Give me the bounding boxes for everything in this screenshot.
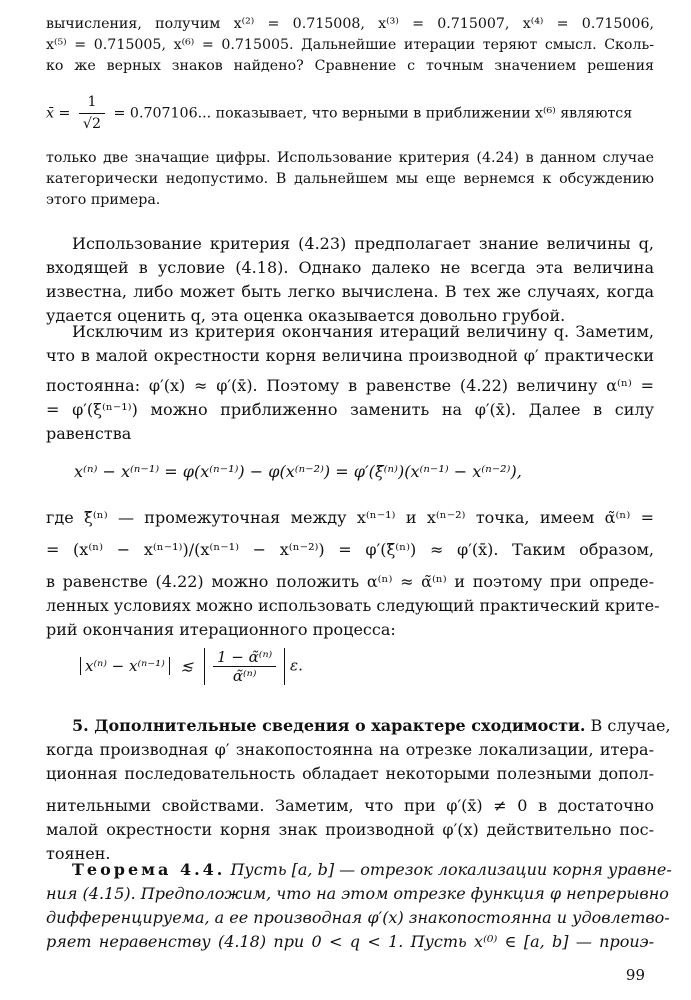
text-line: что в малой окрестности корня величина производной φ′ практически: [46, 346, 654, 365]
section-heading: 5. Дополнительные сведения о характере сходимости.: [72, 716, 586, 735]
text-line: ния (4.15). Предположим, что на этом отрезке функция φ непрерывно: [46, 884, 669, 903]
text-line: дифференцируема, а ее производная φ′(x) знакопостоянна и удовлетво-: [46, 908, 670, 927]
text-line: Исключим из критерия окончания итераций величину q. Заметим,: [72, 322, 654, 341]
example-paragraph: [46, 14, 654, 77]
section-5: [46, 714, 671, 786]
text-line: в равенстве (4.22) можно положить α⁽ⁿ⁾ ≈ α̃⁽ⁿ⁾ и поэтому при опреде-: [46, 572, 654, 591]
page-number: 99: [625, 966, 645, 984]
section-first-line: [46, 714, 671, 738]
exact-rest: = 0.707106... показывает, что верными в приближении x⁽⁶⁾ являются: [113, 105, 633, 122]
text-line: этого примера.: [46, 192, 161, 208]
formula-difference: x⁽ⁿ⁾ − x⁽ⁿ⁻¹⁾ = φ(x⁽ⁿ⁻¹⁾) − φ(x⁽ⁿ⁻²⁾) = φ′(ξ̃⁽ⁿ⁾)(x⁽ⁿ⁻¹⁾ − x⁽ⁿ⁻²⁾),: [74, 462, 522, 481]
theorem-first-line: [46, 858, 672, 882]
paragraph-where: [46, 506, 654, 530]
formula-stopping-criterion: [80, 648, 303, 685]
text-line: вычисления, получим x⁽²⁾ = 0.715008, x⁽³⁾ = 0.715007, x⁽⁴⁾ = 0.715006,: [46, 16, 654, 32]
paragraph-q: [46, 232, 654, 328]
paragraph-exclude: [46, 320, 654, 368]
theorem-first-rest: Пусть [a, b] — отрезок локализации корня уравне-: [230, 860, 672, 879]
fraction-numerator: 1 − α̃⁽ⁿ⁾: [213, 648, 276, 667]
text-line: ряет неравенству (4.18) при 0 < q < 1. Пусть x⁽⁰⁾ ∈ [a, b] — проиэ-: [46, 932, 654, 951]
fraction-denominator: √2: [82, 116, 101, 132]
paragraph-where-cont: [46, 538, 654, 562]
theorem-4-4: [46, 858, 672, 954]
epsilon: ε.: [290, 656, 303, 675]
abs-ratio: [204, 648, 285, 685]
ratio-fraction: [213, 648, 276, 685]
fraction-denominator: α̃⁽ⁿ⁾: [232, 667, 257, 685]
text-line: где ξ̃⁽ⁿ⁾ — промежуточная между x⁽ⁿ⁻¹⁾ и x⁽ⁿ⁻²⁾ точка, имеем α̃⁽ⁿ⁾ =: [46, 508, 654, 527]
text-line: известна, либо может быть легко вычислена. В тех же случаях, когда: [46, 282, 654, 301]
paragraph-exclude-cont: [46, 374, 654, 446]
text-line: нительными свойствами. Заметим, что при φ′(x̄) ≠ 0 в достаточно: [46, 796, 654, 815]
abs-difference: x⁽ⁿ⁾ − x⁽ⁿ⁻¹⁾: [80, 657, 170, 675]
text-line: только две значащие цифры. Использование критерия (4.24) в данном случае: [46, 150, 654, 166]
text-line: ционная последовательность обладает некоторыми полезными допол-: [46, 764, 654, 783]
text-line: тоянен.: [46, 844, 111, 863]
fraction-numerator: 1: [79, 92, 105, 114]
section-5-cont: [46, 794, 654, 866]
text-line: категорически недопустимо. В дальнейшем мы еще вернемся к обсуждению: [46, 171, 654, 187]
paragraph-where-cont2: [46, 570, 660, 642]
text-line: = φ′(ξ⁽ⁿ⁻¹⁾) можно приближенно заменить на φ′(x̄). Далее в силу: [46, 400, 654, 419]
text-line: удается оценить q, эта оценка оказывается довольно грубой.: [46, 306, 566, 325]
exact-solution-line: [46, 92, 654, 140]
text-line: рий окончания итерационного процесса:: [46, 620, 396, 639]
text-line: x⁽⁵⁾ = 0.715005, x⁽⁶⁾ = 0.715005. Дальнейшие итерации теряют смысл. Сколь-: [46, 37, 654, 53]
text-line: ко же верных знаков найдено? Сравнение с точным значением решения: [46, 58, 654, 74]
text-line: ленных условиях можно использовать следующий практический крите-: [46, 596, 660, 615]
text-line: постоянна: φ′(x) ≈ φ′(x̄). Поэтому в равенстве (4.22) величину α⁽ⁿ⁾ =: [46, 376, 654, 395]
exact-fraction: [79, 92, 105, 135]
text-line: = (x⁽ⁿ⁾ − x⁽ⁿ⁻¹⁾)/(x⁽ⁿ⁻¹⁾ − x⁽ⁿ⁻²⁾) = φ′(ξ̃⁽ⁿ⁾) ≈ φ′(x̄). Таким образом,: [46, 540, 654, 559]
approx-leq: ≲: [180, 656, 194, 675]
section-first-rest: В случае,: [590, 716, 671, 735]
text-line: Использование критерия (4.23) предполагает знание величины q,: [72, 234, 654, 253]
theorem-label: Теорема 4.4.: [72, 860, 226, 879]
example-paragraph-tail: [46, 148, 654, 211]
exact-lhs: x̄ =: [46, 105, 71, 122]
text-line: входящей в условие (4.18). Однако далеко не всегда эта величина: [46, 258, 654, 277]
text-line: малой окрестности корня знак производной φ′(x) действительно пос-: [46, 820, 654, 839]
text-line: когда производная φ′ знакопостоянна на отрезке локализации, итера-: [46, 740, 654, 759]
text-line: равенства: [46, 424, 132, 443]
